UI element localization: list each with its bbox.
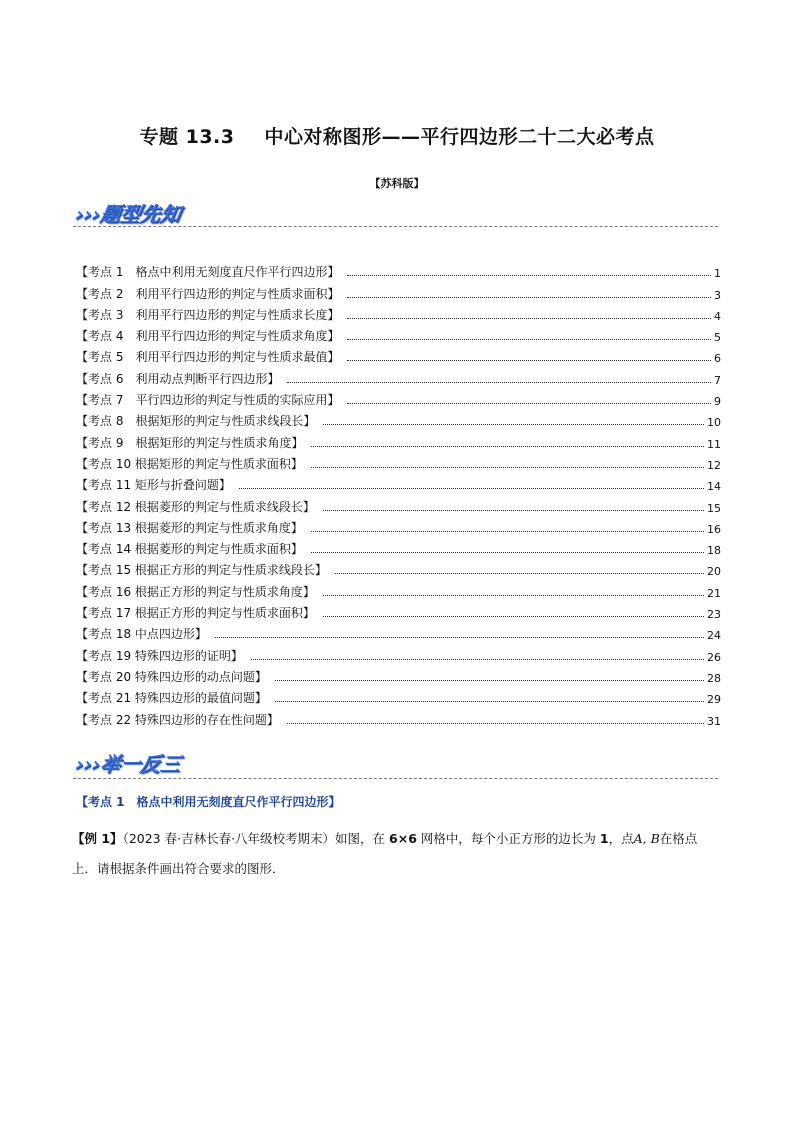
example-grid-size: 6×6 (389, 831, 417, 846)
toc-entry-page: 11 (707, 437, 721, 451)
toc-entry[interactable] (76, 429, 721, 450)
example-points: A, B (633, 831, 660, 846)
toc-entry-page: 4 (714, 309, 721, 323)
toc-entry-label: 【考点 8 根据矩形的判定与性质求线段长】 (76, 414, 316, 429)
toc-entry-label: 【考点 16 根据正方形的判定与性质求角度】 (76, 584, 315, 599)
toc-entry-label: 【考点 4 利用平行四边形的判定与性质求角度】 (76, 329, 340, 344)
toc-leader-dots (215, 637, 704, 638)
toc-entry-page: 15 (707, 501, 721, 515)
toc-entry-label: 【考点 15 根据正方形的判定与性质求线段长】 (76, 563, 327, 578)
toc-entry-page: 12 (707, 458, 721, 472)
toc-banner (73, 198, 183, 228)
toc-entry-label: 【考点 10 根据矩形的判定与性质求面积】 (76, 456, 303, 471)
toc-entry-page: 24 (707, 629, 721, 643)
toc-divider (73, 226, 718, 227)
examples-banner-text: ›››举一反三 (73, 752, 183, 776)
example-side-length: 1 (599, 831, 609, 846)
example-paragraph (72, 824, 722, 884)
toc-leader-dots (347, 360, 711, 361)
toc-leader-dots (311, 446, 704, 447)
toc-entry-page: 1 (714, 267, 721, 281)
toc-leader-dots (323, 424, 704, 425)
toc-entry[interactable] (76, 578, 721, 599)
example-text-c: ，点 (608, 831, 634, 846)
toc-leader-dots (287, 382, 711, 383)
toc-entry[interactable] (76, 642, 721, 663)
toc-entry[interactable] (76, 302, 721, 323)
toc-entry-page: 28 (707, 671, 721, 685)
toc-leader-dots (335, 573, 704, 574)
toc-entry[interactable] (76, 600, 721, 621)
toc-entry-label: 【考点 19 特殊四边形的证明】 (76, 648, 243, 663)
toc-entry-page: 9 (714, 395, 721, 409)
toc-entry-label: 【考点 5 利用平行四边形的判定与性质求最值】 (76, 350, 340, 365)
toc-entry-label: 【考点 13 根据菱形的判定与性质求角度】 (76, 520, 303, 535)
example-text-a: 如图，在 (335, 831, 386, 846)
toc-leader-dots (275, 680, 704, 681)
title-topic-number: 专题 13.3 (139, 126, 235, 148)
toc-entry[interactable] (76, 259, 721, 280)
toc-entry[interactable] (76, 387, 721, 408)
toc-leader-dots (251, 659, 704, 660)
example-source: （2023 春·吉林长春·八年级校考期末） (122, 831, 336, 846)
example-text-b: 网格中，每个小正方形的边长为 (420, 831, 596, 846)
toc-entry[interactable] (76, 344, 721, 365)
toc-entry-label: 【考点 20 特殊四边形的动点问题】 (76, 669, 267, 684)
toc-entry[interactable] (76, 664, 721, 685)
example-tag: 【例 1】 (72, 831, 123, 846)
toc-leader-dots (347, 318, 711, 319)
toc-entry[interactable] (76, 515, 721, 536)
toc-entry-page: 7 (714, 373, 721, 387)
toc-entry-label: 【考点 7 平行四边形的判定与性质的实际应用】 (76, 393, 340, 408)
toc-entry-label: 【考点 14 根据菱形的判定与性质求面积】 (76, 542, 303, 557)
toc-leader-dots (323, 510, 704, 511)
section-heading: 【考点 1 格点中利用无刻度直尺作平行四边形】 (76, 795, 341, 809)
toc-entry-label: 【考点 11 矩形与折叠问题】 (76, 478, 231, 493)
toc-entry-page: 26 (707, 650, 721, 664)
toc-entry-page: 10 (707, 416, 721, 430)
toc-leader-dots (347, 339, 711, 340)
toc-leader-dots (287, 723, 704, 724)
toc-entry-page: 23 (707, 608, 721, 622)
toc-entry[interactable] (76, 472, 721, 493)
examples-divider (73, 778, 718, 779)
toc-entry-page: 20 (707, 565, 721, 579)
toc-entry-label: 【考点 17 根据正方形的判定与性质求面积】 (76, 606, 315, 621)
toc-leader-dots (347, 403, 711, 404)
toc-entry-page: 21 (707, 586, 721, 600)
toc-leader-dots (311, 531, 704, 532)
toc-entry[interactable] (76, 706, 721, 727)
toc-leader-dots (347, 275, 711, 276)
toc-leader-dots (347, 297, 711, 298)
toc-entry[interactable] (76, 493, 721, 514)
toc-entry[interactable] (76, 365, 721, 386)
toc-leader-dots (275, 701, 704, 702)
toc-entry[interactable] (76, 685, 721, 706)
toc-entry-page: 6 (714, 352, 721, 366)
edition-label: 【苏科版】 (369, 177, 425, 190)
toc-entry-page: 18 (707, 544, 721, 558)
toc-entry-label: 【考点 18 中点四边形】 (76, 627, 207, 642)
toc-leader-dots (239, 488, 704, 489)
toc-entry-page: 31 (707, 714, 721, 728)
page-title (0, 122, 794, 149)
toc-entry-label: 【考点 6 利用动点判断平行四边形】 (76, 371, 280, 386)
toc-entry-page: 3 (714, 288, 721, 302)
toc-entry[interactable] (76, 536, 721, 557)
toc-entry-page: 16 (707, 522, 721, 536)
toc-leader-dots (311, 467, 704, 468)
toc-leader-dots (311, 552, 704, 553)
toc-leader-dots (323, 616, 704, 617)
toc-entry-label: 【考点 9 根据矩形的判定与性质求角度】 (76, 435, 304, 450)
toc-banner-text: ›››题型先知 (73, 202, 183, 226)
toc-entry-page: 5 (714, 331, 721, 345)
toc-entry[interactable] (76, 408, 721, 429)
toc-entry[interactable] (76, 323, 721, 344)
toc-entry[interactable] (76, 280, 721, 301)
toc-entry-label: 【考点 2 利用平行四边形的判定与性质求面积】 (76, 286, 340, 301)
table-of-contents (76, 259, 721, 728)
toc-entry-page: 14 (707, 480, 721, 494)
toc-entry-label: 【考点 21 特殊四边形的最值问题】 (76, 691, 267, 706)
example-text-d: 在格点上．请根据条件画出符合要求的图形． (72, 831, 698, 876)
toc-leader-dots (323, 595, 704, 596)
toc-entry[interactable] (76, 451, 721, 472)
toc-entry[interactable] (76, 557, 721, 578)
toc-entry-page: 29 (707, 693, 721, 707)
toc-entry[interactable] (76, 621, 721, 642)
examples-banner (73, 748, 183, 778)
toc-entry-label: 【考点 12 根据菱形的判定与性质求线段长】 (76, 499, 315, 514)
toc-entry-label: 【考点 1 格点中利用无刻度直尺作平行四边形】 (76, 265, 340, 280)
toc-entry-label: 【考点 3 利用平行四边形的判定与性质求长度】 (76, 307, 340, 322)
title-text: 中心对称图形——平行四边形二十二大必考点 (264, 126, 655, 148)
toc-entry-label: 【考点 22 特殊四边形的存在性问题】 (76, 712, 279, 727)
